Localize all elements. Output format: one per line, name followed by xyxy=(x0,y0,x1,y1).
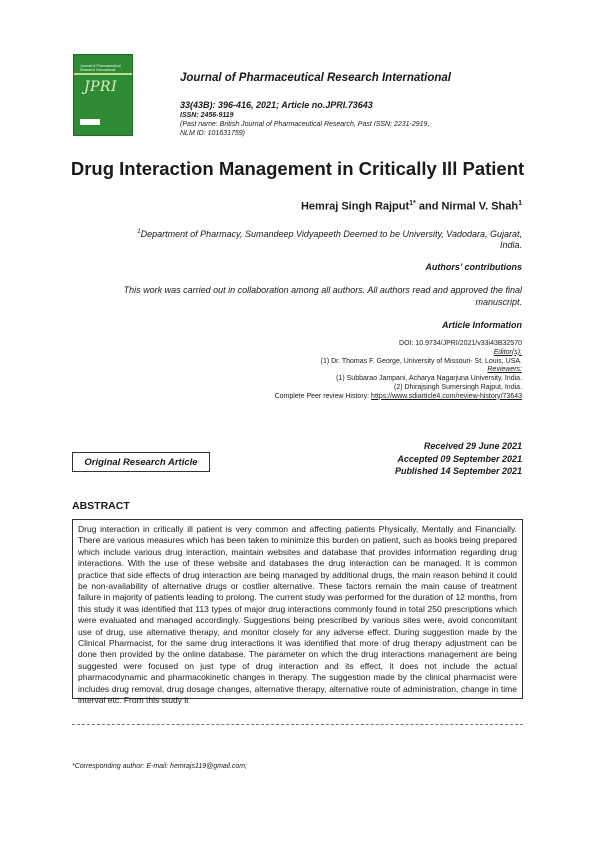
reviewer-2: (2) Dhirajsingh Sumersingh Rajput, India. xyxy=(393,383,522,391)
article-info-heading: Article Information xyxy=(441,320,522,330)
corresponding-author-footnote: *Corresponding author: E-mail: hemrajs119@gmail.com; xyxy=(72,763,248,770)
cover-band xyxy=(74,73,132,75)
reviewers-label: Reviewers: xyxy=(487,366,522,374)
author-2: Nirmal V. Shah xyxy=(441,200,519,213)
cover-title: Journal of Pharmaceutical Research International xyxy=(80,64,121,72)
accepted-date: Accepted 09 September 2021 xyxy=(397,453,522,464)
past-name-line1: (Past name: British Journal of Pharmaceutical Research, Past ISSN: 2231-2919, xyxy=(180,121,430,128)
contributions-line2: manuscript. xyxy=(475,297,522,307)
affiliation-line1: Department of Pharmacy, Sumandeep Vidyapeeth Deemed to be University, Vadodara, Gujarat, xyxy=(140,229,522,239)
reviewer-1: (1) Subbarao Jampani, Acharya Nagarjuna University, India. xyxy=(336,375,522,383)
affiliation xyxy=(72,227,522,251)
abstract-box xyxy=(72,519,523,706)
abstract-text: Drug interaction in critically ill patient is very common and affecting patients Physically, Mentally and Financially. There are various measures which has been taken to minimize this burden on patient, such as books being prepared which include various drug interaction, maintain websites and database that provides information regarding drug interactions. With the use of these website and databases the drug interaction can be managed. It is common practice that side effects of drug interaction are being managed by additional drugs, the main reason behind it could be non-availability of alternative drugs or costlier alternative. These factors remain the main cause of treatment failure in majority of patients leading to prolong. The current study was performed for the duration of 12 months, from this study it was identified that 113 types of major drug interactions commonly found in total 250 prescriptions which were evaluated and managed accordingly. Suggestions being prescribed by various sites were, avoid concomitant use of drug, use alternative therapy, and monitor closely for any adverse effect. During suggestion made by the Clinical Pharmacist, for the same drug interactions it was identified that more of drug therapy adjustment can be done then provided by the online database. The parameter on which the drug interactions management are being suggested were focused on just type of drug interaction and its effect, it does not include the actual pharmacodynamic and pharmacokinetic changes in therapy. The suggestion made by the clinical pharmacist were includes drug removal, drug dosage changes, alternative therapy, alternative route of administration, change in time interval etc. From this study it xyxy=(78,524,517,706)
author-2-affil: 1 xyxy=(518,200,522,207)
cover-barcode xyxy=(80,119,100,125)
abstract-heading: ABSTRACT xyxy=(72,500,130,512)
author-list xyxy=(301,200,522,213)
editor-1: (1) Dr. Thomas F. George, University of Missouri- St. Louis, USA. xyxy=(320,357,522,365)
article-info xyxy=(122,340,522,402)
editors-label: Editor(s): xyxy=(493,348,522,356)
review-history xyxy=(122,393,522,402)
journal-name: Journal of Pharmaceutical Research International xyxy=(180,72,451,84)
doi: DOI: 10.9734/JPRI/2021/v33i43B32570 xyxy=(399,340,522,347)
author-1: Hemraj Singh Rajput xyxy=(300,200,410,213)
issn: ISSN: 2456-9119 xyxy=(180,112,234,119)
cover-logo: JPRI xyxy=(84,79,118,95)
past-name xyxy=(180,120,429,138)
past-name-line2: NLM ID: 101631759) xyxy=(180,130,245,137)
author-1-affil: 1* xyxy=(409,200,416,207)
paper-title: Drug Interaction Management in Critically Ill Patient xyxy=(70,158,525,179)
contributions-heading: Authors’ contributions xyxy=(425,262,522,272)
received-date: Received 29 June 2021 xyxy=(423,441,522,451)
published-date: Published 14 September 2021 xyxy=(394,466,522,476)
review-history-link[interactable]: https://www.sdiarticle4.com/review-history/73643 xyxy=(371,392,522,400)
author-conjunction: and xyxy=(415,200,442,213)
affiliation-line2: India. xyxy=(499,240,522,250)
affiliation-marker: 1 xyxy=(137,229,141,235)
journal-cover-thumbnail xyxy=(73,54,133,136)
article-type-badge: Original Research Article xyxy=(72,452,210,472)
contributions-line1: This work was carried out in collaboration among all authors. All authors read and approved the final xyxy=(123,285,522,295)
publication-dates xyxy=(395,440,522,478)
footnote-divider xyxy=(72,724,523,725)
review-history-label: Complete Peer review History: xyxy=(274,392,372,400)
citation: 33(43B): 396-416, 2021; Article no.JPRI.73643 xyxy=(180,100,373,110)
contributions-text xyxy=(72,284,522,308)
